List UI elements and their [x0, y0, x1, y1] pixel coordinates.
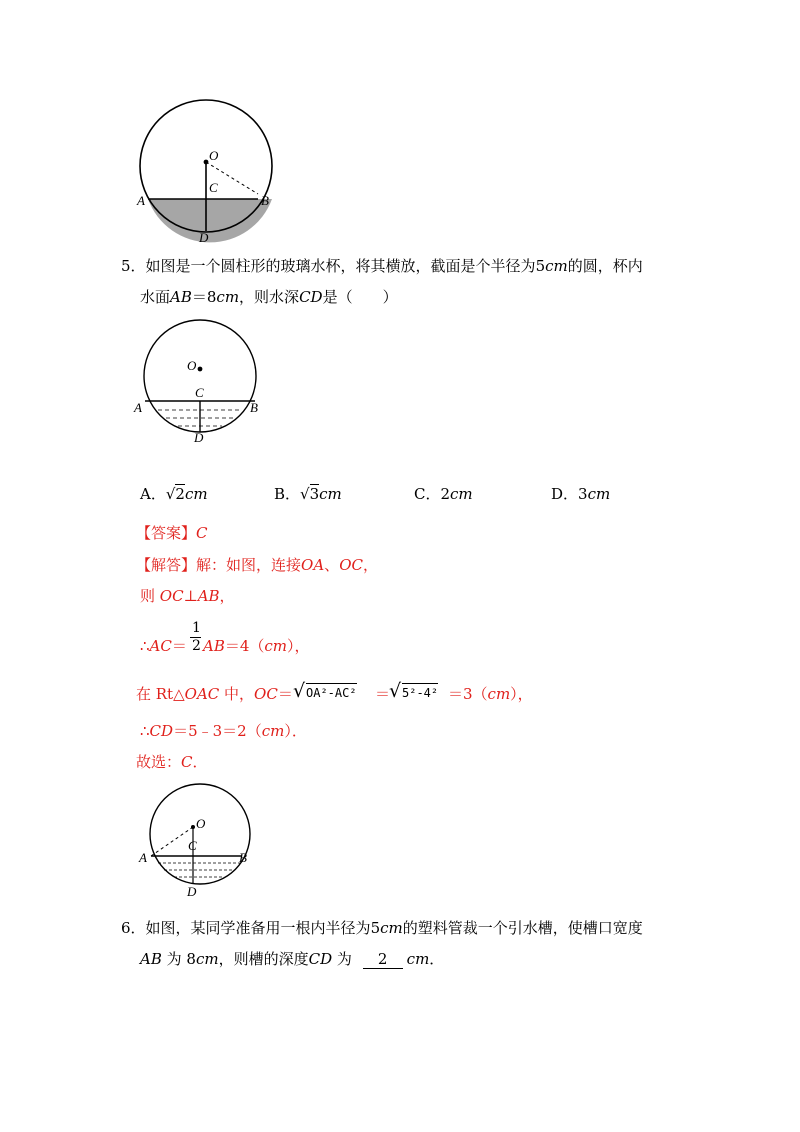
option-d [551, 484, 610, 504]
q6-l2-unit2: cm [406, 950, 430, 968]
option-a-label: A． [140, 485, 166, 503]
radical-2-body: 5²-4² [402, 683, 438, 700]
sol-l4-oc: OC [254, 685, 278, 703]
sol-l1-oa: OA [301, 556, 325, 574]
radical-2: √ [389, 680, 402, 702]
label-c: C [209, 180, 218, 195]
center-point [198, 367, 203, 372]
sol-l4-end: ）， [510, 685, 533, 703]
sqrt-symbol: √ [300, 485, 310, 503]
option-a-radicand: 2 [175, 485, 185, 503]
q5-ab: AB [170, 288, 192, 306]
solution-line-2 [140, 586, 235, 606]
sol-l6-a: 故选： [136, 753, 182, 771]
figure-solution-circle [130, 780, 270, 905]
sol-l6-end: ． [192, 753, 208, 771]
q6-text: 如图，某同学准备用一根内半径为 [145, 919, 371, 937]
label-d: D [194, 430, 204, 445]
q6-line2 [140, 949, 444, 969]
sol-l6-b: C [181, 753, 193, 771]
solution-line-4-left [136, 684, 293, 704]
option-b-label: B． [274, 485, 301, 503]
label-d: D [199, 230, 209, 245]
q6-l2-unit: cm [195, 950, 219, 968]
option-c-value: 2 [440, 485, 451, 503]
q6-l2-b: ，则槽的深度 [218, 950, 309, 968]
sol-l1-oc: OC [339, 556, 363, 574]
solution-line-3-right [203, 636, 310, 656]
q5-line2 [140, 287, 398, 307]
label-o: O [196, 816, 206, 831]
label-b: B [239, 850, 247, 865]
option-d-label: D． [551, 485, 579, 503]
sol-l3-unit: cm [264, 637, 288, 655]
sol-l2-e: ， [219, 587, 235, 605]
figure-q5-circle [130, 318, 270, 448]
sol-l4-oac: OAC [184, 685, 220, 703]
label-a: A [137, 193, 145, 208]
sol-l5-a: ∴ [140, 722, 150, 740]
label-d: D [187, 884, 197, 899]
q6-answer-blank: 2 [363, 951, 403, 969]
solution-line-4-right [448, 684, 533, 704]
sol-l3-end: ）， [287, 637, 310, 655]
radical-1-body: OA²-AC² [306, 683, 357, 700]
option-a [140, 484, 208, 504]
sol-l2-b: OC [159, 587, 184, 605]
option-c-label: C． [414, 485, 441, 503]
solution-line-6 [136, 752, 208, 772]
solution-line-5 [140, 721, 307, 741]
option-b-radicand: 3 [309, 485, 320, 503]
label-a: A [134, 400, 142, 415]
q5-number: 5． [121, 257, 146, 275]
option-c-unit: cm [450, 485, 473, 503]
solution-line-3-left [140, 636, 187, 656]
solution-tag: 【解答】 [136, 556, 197, 574]
q6-l2-c: 为 [332, 950, 352, 968]
sol-l4-a: 在 Rt△ [136, 685, 185, 703]
label-b: B [261, 193, 269, 208]
option-b-unit: cm [319, 485, 342, 503]
q5-line1 [121, 256, 643, 276]
q5-l2-a: 水面 [140, 288, 171, 306]
center-point [204, 160, 209, 165]
sol-l4-unit: cm [487, 685, 511, 703]
fraction-numerator: 1 [192, 620, 201, 636]
answer-line [136, 523, 208, 543]
q6-number: 6． [121, 919, 146, 937]
sol-l3-res: ＝4（ [224, 637, 265, 655]
answer-value: C [196, 524, 208, 542]
dashed-oa [151, 827, 193, 856]
q6-radius: 5 [370, 919, 381, 937]
option-c [414, 484, 473, 504]
q6-line1 [121, 918, 643, 938]
sol-l2-a: 则 [140, 587, 156, 605]
label-b: B [250, 400, 258, 415]
q6-ab: AB [140, 950, 162, 968]
water-segment [148, 199, 272, 242]
q5-l2-d: 是（ ） [322, 288, 398, 306]
answer-tag: 【答案】 [136, 524, 197, 542]
sol-l5-end: ）． [284, 722, 307, 740]
q6-unit: cm [380, 919, 403, 937]
circle-outline [150, 784, 250, 884]
q5-text-end: 的圆，杯内 [567, 257, 643, 275]
sol-l4-eq1: ＝ [277, 685, 293, 703]
option-d-unit: cm [587, 485, 611, 503]
sol-l3-therefore: ∴ [140, 637, 150, 655]
sol-l5-cd: CD [149, 722, 174, 740]
sol-l5-unit: cm [261, 722, 285, 740]
q5-cd: CD [299, 288, 323, 306]
label-c: C [195, 385, 204, 400]
fraction-denominator: 2 [192, 638, 201, 654]
option-d-value: 3 [578, 485, 588, 503]
sol-l1-end: ， [362, 556, 378, 574]
sol-l1-a: 解：如图，连接 [196, 556, 302, 574]
q6-cd: CD [308, 950, 333, 968]
option-a-unit: cm [184, 485, 208, 503]
sol-l4-eq2: ＝ [375, 685, 391, 703]
sol-l1-sep: 、 [324, 556, 340, 574]
sol-l3-ac: AC [149, 637, 172, 655]
radical-1: √ [293, 680, 306, 702]
q5-unit: cm [545, 257, 568, 275]
q5-l2-b: ＝8 [191, 288, 217, 306]
q6-l2-a: 为 8 [161, 950, 196, 968]
sol-l5-b: ＝5﹣3＝2（ [173, 722, 262, 740]
sol-l3-ab: AB [203, 637, 225, 655]
figure-top-circle [130, 90, 290, 250]
label-o: O [209, 148, 219, 163]
sol-l2-d: AB [197, 587, 220, 605]
sqrt-symbol: √ [165, 485, 176, 503]
q6-text-end: 的塑料管裁一个引水槽，使槽口宽度 [402, 919, 643, 937]
sol-l4-res: ＝3（ [448, 685, 488, 703]
q5-l2-unit: cm [216, 288, 240, 306]
label-a: A [139, 850, 147, 865]
q5-l2-c: ，则水深 [239, 288, 300, 306]
q6-l2-end: ． [429, 950, 445, 968]
sol-l3-eq: ＝ [171, 637, 187, 655]
q5-radius: 5 [535, 257, 546, 275]
center-point [191, 825, 195, 829]
label-c: C [188, 838, 197, 853]
solution-line-1 [136, 555, 378, 575]
q5-text: 如图是一个圆柱形的玻璃水杯，将其横放，截面是个半径为 [145, 257, 536, 275]
sol-l4-b: 中， [219, 685, 255, 703]
label-o: O [187, 358, 197, 373]
option-b [274, 484, 342, 504]
sol-l2-c: ⊥ [183, 587, 198, 605]
